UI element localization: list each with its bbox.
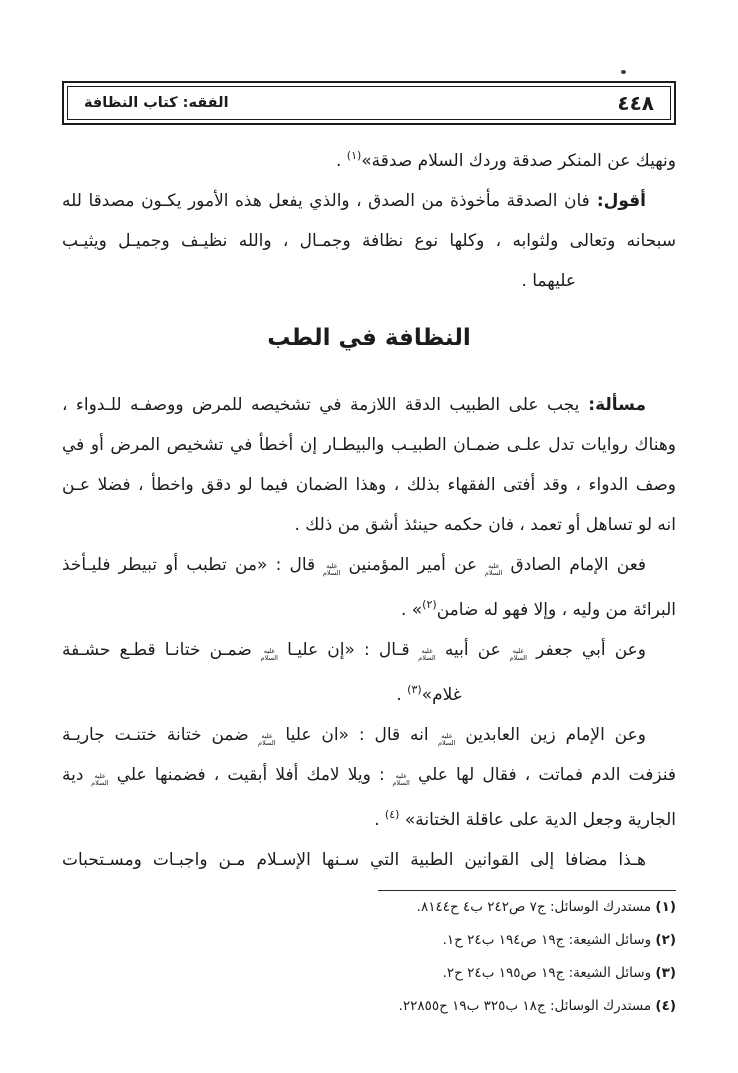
body-line xyxy=(62,670,676,715)
body-line xyxy=(62,715,676,755)
line-text: انه لو تساهل أو تعمد ، فان حكمه حينئذ أشق من ذلك . xyxy=(294,515,676,535)
line-text: ونهيك عن المنكر صدقة وردك السلام صدقة» xyxy=(361,151,676,171)
line-text: وهناك روايات تدل علـى ضمـان الطبيـب والبيطـار إن أخطأ في تشخيص المرض أو في xyxy=(62,435,676,455)
alayhis-salam-icon: عليه السلام xyxy=(392,772,410,787)
body-line xyxy=(62,755,676,795)
line-text: قال : «من تطبب أو تبيطر فليـأخذ xyxy=(62,555,324,575)
body-line xyxy=(62,181,676,221)
alayhis-salam-icon: عليه السلام xyxy=(509,647,527,662)
footnote-number: (٤) xyxy=(655,998,676,1014)
body-line xyxy=(62,585,676,630)
line-text: فان الصدقة مأخوذة من الصدق ، والذي يفعل هذه الأمور يكـون مصدقا لله xyxy=(62,191,590,211)
footnote-text: وسائل الشيعة: ج١٩ ص١٩٤ ب٢٤ ح١. xyxy=(442,932,656,948)
line-text: فنزفت الدم فماتت ، فقال لها علي xyxy=(409,765,677,785)
footnote-marker-4: (٤) xyxy=(384,808,400,821)
body-line xyxy=(62,630,676,670)
alayhis-salam-icon: عليه السلام xyxy=(484,562,503,577)
footnote-number: (٢) xyxy=(655,932,676,948)
line-text: البرائة من وليه ، وإلا فهو له ضامن xyxy=(436,600,676,620)
footnote-1 xyxy=(62,891,676,924)
line-text: دية xyxy=(62,765,92,785)
page-header-inner xyxy=(67,86,671,120)
alayhis-salam-icon: عليه السلام xyxy=(437,732,456,747)
line-text: الجارية وجعل الدية على عاقلة الختانة» xyxy=(399,810,676,830)
footnote-2 xyxy=(62,924,676,957)
line-text: يجب على الطبيب الدقة اللازمة في تشخيصه للمرض ووصفـه للـدواء ، xyxy=(62,395,580,415)
line-text: فعن الإمام الصادق xyxy=(502,555,647,575)
footnote-marker-3: (٣) xyxy=(407,683,422,696)
footnote-text: وسائل الشيعة: ج١٩ ص١٩٥ ب٢٤ ح٢. xyxy=(442,965,656,981)
line-text: ضمـن ختانـا قطـع حشـفة xyxy=(62,640,261,660)
body-line xyxy=(62,221,676,261)
alayhis-salam-icon: عليه السلام xyxy=(258,732,276,747)
footnote-marker-2: (٢) xyxy=(422,598,437,611)
line-text: هـذا مضافا إلى القوانين الطبية التي سـنها الإسـلام مـن واجبـات ومسـتحبات xyxy=(62,850,646,870)
alayhis-salam-icon: عليه السلام xyxy=(91,772,109,787)
page-header xyxy=(62,81,676,125)
alayhis-salam-icon: عليه السلام xyxy=(418,647,436,662)
body-text xyxy=(62,136,676,880)
footnote-number: (١) xyxy=(655,899,676,915)
paragraph-lead: مسألة: xyxy=(579,395,646,415)
footnote-3 xyxy=(62,957,676,990)
line-tail: . xyxy=(374,810,385,830)
line-text: عن أمير المؤمنين xyxy=(340,555,486,575)
body-line xyxy=(62,795,676,840)
body-line xyxy=(62,545,676,585)
body-line xyxy=(62,261,676,301)
body-line xyxy=(62,425,676,465)
line-text: وعن الإمام زين العابدين xyxy=(455,725,646,745)
line-text: عن أبيه xyxy=(435,640,510,660)
scan-artifact-dot xyxy=(621,70,626,74)
footnotes xyxy=(62,890,676,1023)
line-text: عليهما . xyxy=(521,271,576,291)
line-text: غلام» xyxy=(421,685,462,705)
footnote-text: مستدرك الوسائل: ج١٨ ب٣٢٥ ب١٩ ح٢٢٨٥٥. xyxy=(398,998,656,1014)
body-line xyxy=(62,136,676,181)
running-title: الفقه: كتاب النظافة xyxy=(84,95,229,111)
footnote-number: (٣) xyxy=(655,965,676,981)
line-text: : ويلا لامك أفلا أبقيت ، فضمنها علي xyxy=(108,765,393,785)
footnote-4 xyxy=(62,990,676,1023)
line-tail: . xyxy=(396,685,408,705)
alayhis-salam-icon: عليه السلام xyxy=(260,647,278,662)
section-heading: النظافة في الطب xyxy=(267,325,471,351)
body-line xyxy=(62,385,676,425)
footnote-text: مستدرك الوسائل: ج٧ ص٢٤٢ ب٤ ح٨١٤٤. xyxy=(416,899,656,915)
line-text: انه قال : «ان عليا xyxy=(275,725,439,745)
footnote-marker-1: (١) xyxy=(346,149,362,162)
line-text: ضمن ختانة ختنـت جاريـة xyxy=(62,725,259,745)
line-tail: » . xyxy=(400,600,423,620)
line-text: وعن أبي جعفر xyxy=(526,640,646,660)
body-line xyxy=(62,505,676,545)
line-tail: . xyxy=(335,151,347,171)
line-text: سبحانه وتعالى ولثوابه ، وكلها نوع نظافة وجمـال ، والله نظيـف وجميـل ويثيـب xyxy=(62,231,676,251)
body-line xyxy=(62,840,676,880)
paragraph-lead: أقول: xyxy=(589,191,646,211)
body-line xyxy=(62,465,676,505)
page-number: ٤٤٨ xyxy=(617,91,654,115)
line-text: قـال : «إن عليـا xyxy=(277,640,419,660)
alayhis-salam-icon: عليه السلام xyxy=(322,562,341,577)
line-text: وصف الدواء ، وقد أفتى الفقهاء بذلك ، وهذا الضمان فيما لو دقق واخطأ ، فضلا عـن xyxy=(62,475,676,495)
